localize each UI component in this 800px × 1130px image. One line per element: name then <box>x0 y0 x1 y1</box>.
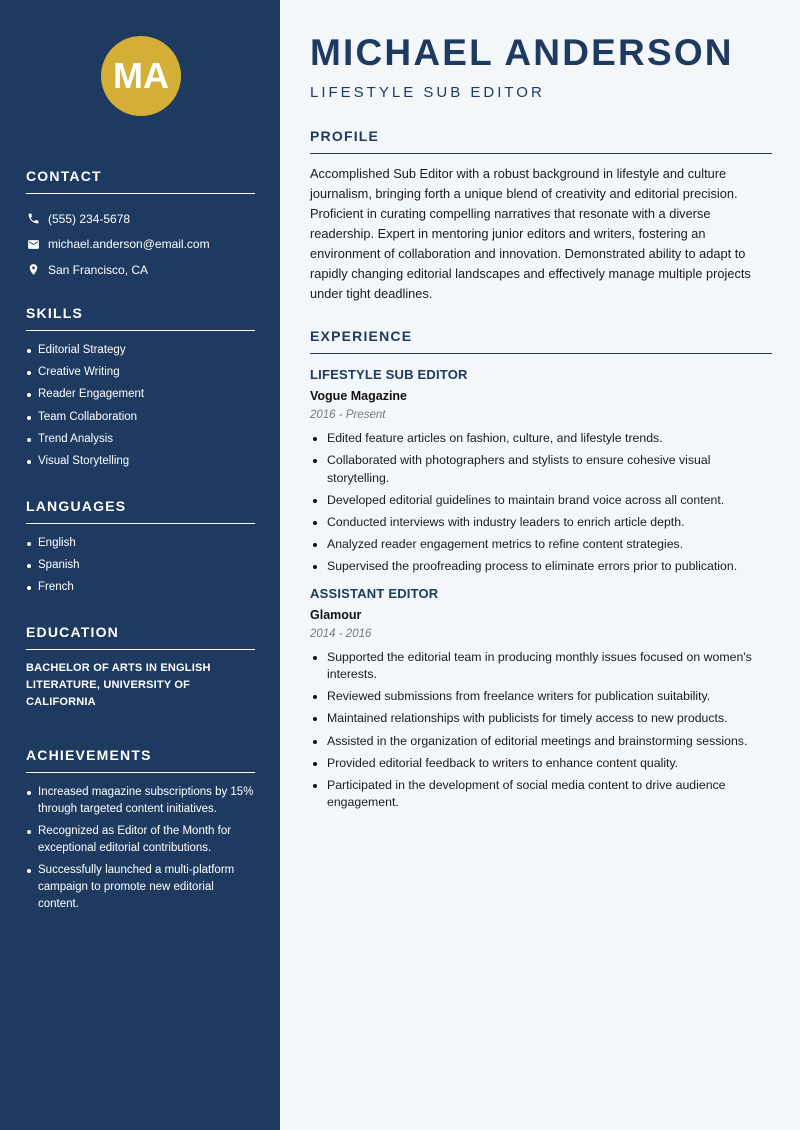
avatar: MA <box>101 36 181 116</box>
contact-heading: CONTACT <box>26 168 255 194</box>
list-item: Editorial Strategy <box>26 342 255 359</box>
languages-section <box>26 498 255 601</box>
list-item: Participated in the development of social media content to drive audience engagement. <box>310 777 772 812</box>
list-item: Spanish <box>26 557 255 574</box>
job-bullets <box>310 430 772 576</box>
education-heading: EDUCATION <box>26 624 255 650</box>
achievements-list <box>26 784 255 913</box>
list-item: Trend Analysis <box>26 431 255 448</box>
job-title: ASSISTANT EDITOR <box>310 585 439 601</box>
languages-list <box>26 535 255 596</box>
location-text: San Francisco, CA <box>48 262 149 277</box>
profile-text: Accomplished Sub Editor with a robust background in lifestyle and culture journalism, bringing forth a unique blend of creativity and editorial precision. Proficient in curating compelling narratives that resonate with a diverse readership. Expert in mentoring junior editors and writers, fostering an environment of collaboration and innovation. Demonstrated ability to adapt to rapidly changing editorial landscapes and effectively manage multiple projects under tight deadlines. <box>310 166 751 301</box>
list-item: French <box>26 579 255 596</box>
job-entry <box>310 586 772 812</box>
email-icon <box>26 237 40 251</box>
list-item: Increased magazine subscriptions by 15% through targeted content initiatives. <box>26 784 255 818</box>
list-item: Maintained relationships with publicists for timely access to new products. <box>310 710 772 728</box>
location-pin-icon <box>26 263 40 277</box>
list-item: Successfully launched a multi-platform campaign to promote new editorial content. <box>26 862 255 913</box>
experience-heading: EXPERIENCE <box>310 328 772 354</box>
skills-section <box>26 305 255 475</box>
list-item: Visual Storytelling <box>26 453 255 470</box>
list-item: Reviewed submissions from freelance writers for publication suitability. <box>310 688 772 706</box>
list-item: Recognized as Editor of the Month for exceptional editorial contributions. <box>26 823 255 857</box>
email-text: michael.anderson@email.com <box>48 237 210 252</box>
sidebar <box>0 0 280 1130</box>
contact-list <box>26 206 255 283</box>
job-dates: 2016 - Present <box>310 409 386 421</box>
contact-email <box>26 232 255 258</box>
job-entry <box>310 367 772 576</box>
list-item: Assisted in the organization of editorial meetings and brainstorming sessions. <box>310 733 772 751</box>
list-item: Analyzed reader engagement metrics to refine content strategies. <box>310 536 772 554</box>
list-item: Team Collaboration <box>26 409 255 426</box>
list-item: Edited feature articles on fashion, culture, and lifestyle trends. <box>310 430 772 448</box>
list-item: Collaborated with photographers and stylists to ensure cohesive visual storytelling. <box>310 452 772 487</box>
list-item: Provided editorial feedback to writers to enhance content quality. <box>310 755 772 773</box>
contact-section <box>26 168 255 283</box>
job-dates: 2014 - 2016 <box>310 627 372 640</box>
profile-heading: PROFILE <box>310 128 772 154</box>
candidate-name: MICHAEL ANDERSON <box>310 32 734 73</box>
contact-location <box>26 257 255 283</box>
list-item: Supervised the proofreading process to eliminate errors prior to publication. <box>310 558 772 576</box>
education-section <box>26 624 255 711</box>
degree-text: BACHELOR OF ARTS IN ENGLISH LITERATURE, UNIVERSITY OF CALIFORNIA <box>26 662 211 708</box>
skills-list <box>26 342 255 470</box>
contact-phone <box>26 206 255 232</box>
skills-heading: SKILLS <box>26 305 255 331</box>
list-item: Conducted interviews with industry leaders to enrich article depth. <box>310 514 772 532</box>
company-name: Glamour <box>310 607 362 622</box>
list-item: Reader Engagement <box>26 386 255 403</box>
company-name: Vogue Magazine <box>310 389 408 403</box>
experience-section <box>310 328 772 816</box>
list-item: Supported the editorial team in producing monthly issues focused on women's interests. <box>310 649 772 684</box>
list-item: English <box>26 535 255 552</box>
job-bullets <box>310 649 772 812</box>
achievements-section <box>26 747 255 918</box>
profile-section <box>310 128 772 304</box>
achievements-heading: ACHIEVEMENTS <box>26 747 255 773</box>
job-title-header: LIFESTYLE SUB EDITOR <box>310 84 545 101</box>
phone-icon <box>26 212 40 226</box>
languages-heading: LANGUAGES <box>26 498 255 524</box>
phone-text: (555) 234-5678 <box>48 211 131 226</box>
job-title: LIFESTYLE SUB EDITOR <box>310 367 468 382</box>
list-item: Developed editorial guidelines to maintain brand voice across all content. <box>310 492 772 510</box>
list-item: Creative Writing <box>26 364 255 381</box>
